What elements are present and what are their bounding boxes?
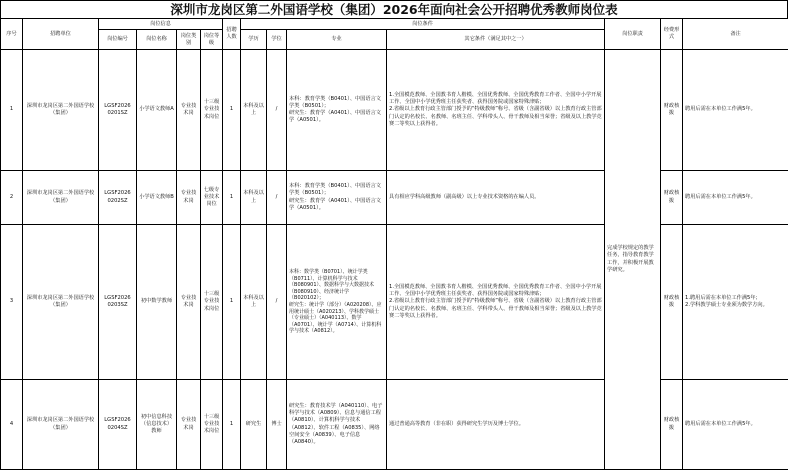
- row-seq: 1: [1, 50, 23, 171]
- row-degree: /: [267, 171, 287, 225]
- row-post-type: 专业技术岗: [177, 380, 201, 470]
- header-post-info: 岗位信息: [99, 19, 223, 30]
- row-seq: 3: [1, 225, 23, 380]
- condition-line: 具有相应学科高级教师（副高级）以上专业技术资格的在编人员。: [389, 194, 602, 201]
- header-other-conditions: 其它条件（满足其中之一）: [387, 30, 605, 50]
- header-recruit-num: 招聘人数: [223, 19, 241, 50]
- row-recruit-num: 1: [223, 171, 241, 225]
- major-line: 本科：教育学类（B0401）、中国语言文学类（B0501）；: [289, 183, 384, 197]
- header-seq: 序号: [1, 19, 23, 50]
- row-unit: 深圳市龙岗区第二外国语学校（集团）: [23, 225, 99, 380]
- row-post-type: 专业技术岗: [177, 225, 201, 380]
- row-post-level: 十三级专业技术岗位: [201, 380, 223, 470]
- table-row: [1, 225, 788, 380]
- row-major: [287, 50, 387, 171]
- row-recruit-num: 1: [223, 380, 241, 470]
- row-remarks: [683, 225, 788, 380]
- major-line: 本科：数学类（B0701）、统计学类（B0711）、计算机科学与技术（B080901）、数据科学与大数据技术（B080910）、经济统计学（B020102）；: [289, 269, 384, 302]
- document-title: 深圳市龙岗区第二外国语学校（集团）2026年面向社会公开招聘优秀教师岗位表: [0, 0, 788, 18]
- row-other-conditions: [387, 171, 605, 225]
- header-post-name: 岗位名称: [137, 30, 177, 50]
- header-post-conditions: 岗位条件: [241, 19, 605, 30]
- condition-line: 2.省级以上教育行政主管部门授予的“特级教师”称号、省级（含副省级）以上教育行政主管部门认定的名校长、名教师、名班主任、学科带头人、骨干教师及相当荣誉；省级及以上教学竞赛二等奖以上获得者。: [389, 106, 602, 127]
- row-post-name: 小学语文教师A: [137, 50, 177, 171]
- row-education: 研究生: [241, 380, 267, 470]
- row-degree: /: [267, 50, 287, 171]
- row-duty: 完成学校规定的教学任务，指导教育教学工作，并积极开展教学研究。: [605, 50, 661, 470]
- header-major: 专业: [287, 30, 387, 50]
- row-seq: 4: [1, 380, 23, 470]
- row-post-name: 小学语文教师B: [137, 171, 177, 225]
- row-unit: 深圳市龙岗区第二外国语学校（集团）: [23, 50, 99, 171]
- row-remarks: [683, 380, 788, 470]
- header-post-level: 岗位等级: [201, 30, 223, 50]
- row-unit: 深圳市龙岗区第二外国语学校（集团）: [23, 380, 99, 470]
- header-duty: 岗位职责: [605, 19, 661, 50]
- remark-line: 聘用后需在本单位工作满5年。: [685, 194, 786, 201]
- row-fund: 财政核拨: [661, 380, 683, 470]
- row-post-code: LGSF2026 0201SZ: [99, 50, 137, 171]
- header-remarks: 备注: [683, 19, 788, 50]
- row-remarks: [683, 50, 788, 171]
- table-row: [1, 380, 788, 470]
- row-recruit-num: 1: [223, 50, 241, 171]
- major-line: 研究生：统计学（部分）（A020208）、应用统计硕士（A020213）、学科教学硕士（专业硕士）（A040113）、数学（A0701）、统计学（A0714）、计算机科学与技术（A0812）。: [289, 302, 384, 335]
- header-post-type: 岗位类别: [177, 30, 201, 50]
- major-line: 研究生：教育学（A0401）、中国语言文学（A0501）。: [289, 110, 384, 124]
- major-line: 研究生：教育技术学（A040110）、电子科学与技术（A0809）、信息与通信工程（A0810）、计算机科学与技术（A0812）、软件工程（A0835）、网络空间安全（A0839）、电子信息（A0840）。: [289, 403, 384, 446]
- remark-line: 2.学科教学硕士专业须为数学方向。: [685, 302, 786, 309]
- remark-line: 聘用后需在本单位工作满5年。: [685, 421, 786, 428]
- header-education: 学历: [241, 30, 267, 50]
- row-other-conditions: [387, 50, 605, 171]
- header-unit: 招聘单位: [23, 19, 99, 50]
- condition-line: 2.省级以上教育行政主管部门授予的“特级教师”称号、省级（含副省级）以上教育行政主管部门认定的名校长、名教师、名班主任、学科带头人、骨干教师及相当荣誉；省级及以上教学竞赛二等奖以上获得者。: [389, 298, 602, 319]
- row-unit: 深圳市龙岗区第二外国语学校（集团）: [23, 171, 99, 225]
- row-degree: 博士: [267, 380, 287, 470]
- row-post-name: 初中数学教师: [137, 225, 177, 380]
- header-degree: 学位: [267, 30, 287, 50]
- condition-line: 1.全国模范教师、全国教书育人楷模、全国优秀教师、全国优秀教育工作者、全国中小学开展工作、全国中小学优秀班主任获奖者、获得国务院或国家特殊津贴；: [389, 92, 602, 106]
- row-major: [287, 225, 387, 380]
- row-post-type: 专业技术岗: [177, 171, 201, 225]
- row-recruit-num: 1: [223, 225, 241, 380]
- row-post-level: 七级专业技术岗位: [201, 171, 223, 225]
- row-fund: 财政核拨: [661, 171, 683, 225]
- row-other-conditions: [387, 380, 605, 470]
- row-major: [287, 380, 387, 470]
- row-fund: 财政核拨: [661, 50, 683, 171]
- row-education: 本科及以上: [241, 171, 267, 225]
- header-fund: 经费形式: [661, 19, 683, 50]
- row-post-level: 十三级专业技术岗位: [201, 225, 223, 380]
- row-seq: 2: [1, 171, 23, 225]
- row-major: [287, 171, 387, 225]
- row-degree: /: [267, 225, 287, 380]
- row-other-conditions: [387, 225, 605, 380]
- remark-line: 1.聘用后需在本单位工作满5年；: [685, 295, 786, 302]
- table-row: [1, 171, 788, 225]
- row-fund: 财政核拨: [661, 225, 683, 380]
- condition-line: 通过普通高等教育（非在职）获得研究生学历及博士学位。: [389, 421, 602, 428]
- row-post-code: LGSF2026 0202SZ: [99, 171, 137, 225]
- row-post-code: LGSF2026 0203SZ: [99, 225, 137, 380]
- condition-line: 1.全国模范教师、全国教书育人楷模、全国优秀教师、全国优秀教育工作者、全国中小学开展工作、全国中小学优秀班主任获奖者、获得国务院或国家特殊津贴；: [389, 284, 602, 298]
- row-post-name: 初中信息科技（信息技术）教师: [137, 380, 177, 470]
- row-post-type: 专业技术岗: [177, 50, 201, 171]
- row-post-level: 十三级专业技术岗位: [201, 50, 223, 171]
- major-line: 本科：教育学类（B0401）、中国语言文学类（B0501）；: [289, 96, 384, 110]
- row-education: 本科及以上: [241, 225, 267, 380]
- row-post-code: LGSF2026 0204SZ: [99, 380, 137, 470]
- table-row: [1, 50, 788, 171]
- header-post-code: 岗位编号: [99, 30, 137, 50]
- major-line: 研究生：教育学（A0401）、中国语言文学（A0501）。: [289, 198, 384, 212]
- row-education: 本科及以上: [241, 50, 267, 171]
- row-remarks: [683, 171, 788, 225]
- positions-table: [0, 18, 788, 470]
- remark-line: 聘用后需在本单位工作满5年。: [685, 106, 786, 113]
